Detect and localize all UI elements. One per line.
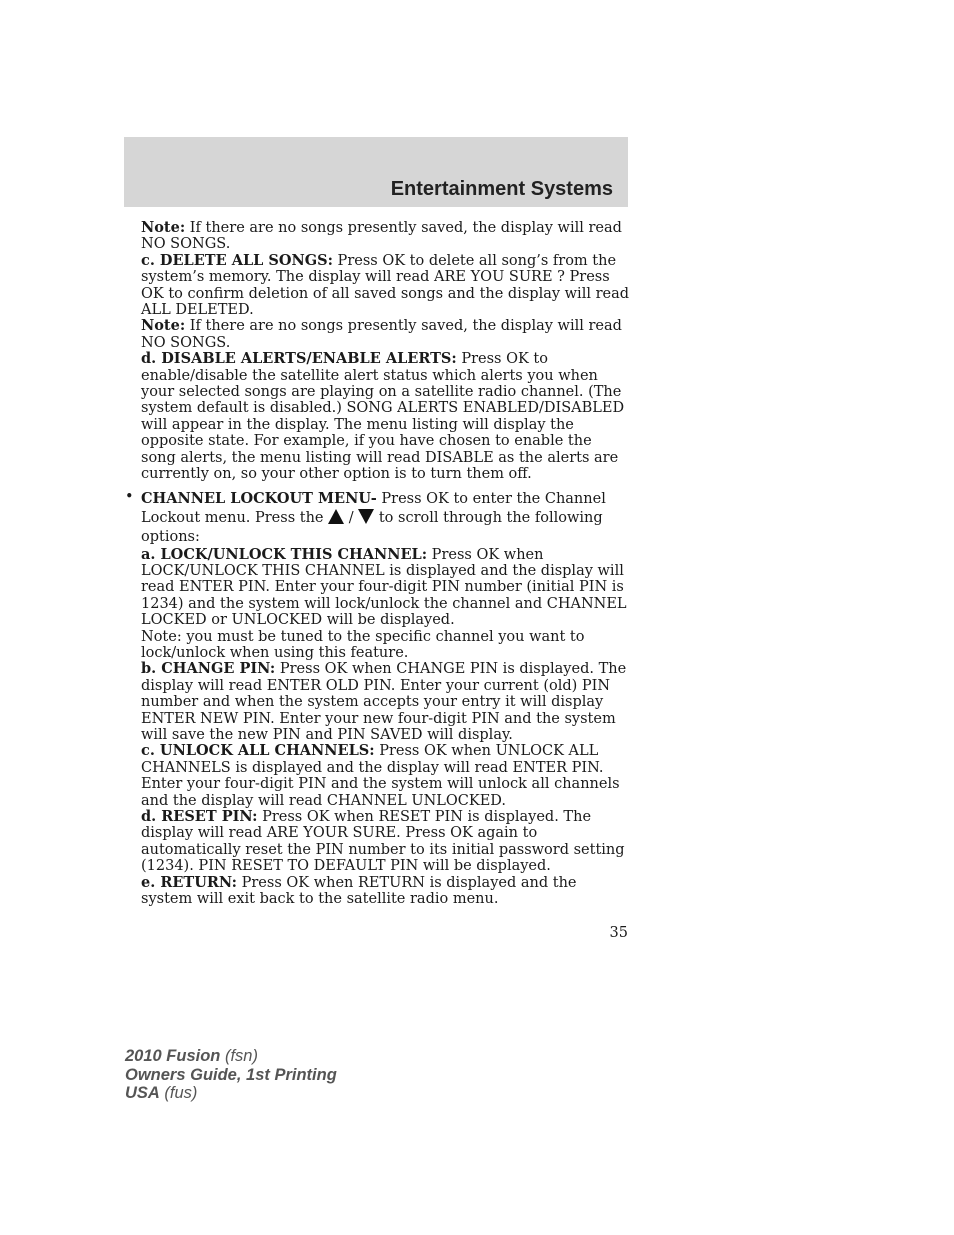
item-text: Press OK when LOCK/UNLOCK THIS CHANNEL is displayed and the display will read ENTER PIN. Enter your four-digit PIN number (initial PIN is 1234) and the system will lock/unlock the channel and CHANNEL LOCKED or UNLOCKED will be displayed.	[141, 546, 627, 629]
footer-bold: Owners Guide, 1st Printing	[125, 1065, 337, 1084]
footer-line	[125, 1047, 337, 1066]
footer-text: (fsn)	[220, 1047, 258, 1065]
paragraph-text: If there are no songs presently saved, the display will read NO SONGS.	[141, 318, 622, 351]
paragraph-label: Note:	[141, 219, 186, 236]
paragraph-label: Note:	[141, 317, 186, 335]
section-header	[124, 137, 628, 207]
delete-all-songs-paragraph	[141, 253, 631, 319]
bullet-intro	[141, 489, 631, 547]
note-paragraph	[141, 318, 631, 351]
arrow-separator: /	[344, 509, 359, 526]
footer-line	[125, 1066, 337, 1085]
section-title: Entertainment Systems	[390, 178, 613, 200]
item-text: Press OK when UNLOCK ALL CHANNELS is displayed and the display will read ENTER PIN. Enter your four-digit PIN and the system will unlock all channels and the display will read CHANNEL UNLOCKED.	[141, 743, 620, 809]
paragraph-label: d. DISABLE ALERTS/ENABLE ALERTS:	[141, 350, 457, 368]
item-text: Press OK when RETURN is displayed and the system will exit back to the satellite radio menu.	[141, 874, 577, 908]
lockout-item	[141, 743, 631, 809]
up-arrow-icon	[328, 509, 344, 524]
item-text: Press OK when CHANGE PIN is displayed. The display will read ENTER OLD PIN. Enter your current (old) PIN number and when the system accepts your entry it will display ENTER NEW PIN. Enter your new four-digit PIN and the system will save the new PIN and PIN SAVED will display.	[141, 661, 627, 743]
paragraph-text: Press OK to delete all song’s from the system’s memory. The display will read ARE YOU SURE ? Press OK to confirm deletion of all saved songs and the display will read ALL DELETED.	[141, 252, 630, 319]
lockout-item	[141, 875, 631, 908]
lockout-item	[141, 661, 631, 743]
down-arrow-icon	[358, 509, 374, 524]
item-label: d. RESET PIN:	[141, 808, 258, 825]
bullet-text: Press OK to enter the Channel	[376, 490, 606, 507]
channel-lockout-bullet	[125, 488, 631, 908]
lockout-item	[141, 547, 631, 629]
bullet-label: CHANNEL LOCKOUT MENU-	[141, 489, 377, 507]
item-text: Press OK when RESET PIN is displayed. The display will read ARE YOUR SURE. Press OK again to automatically reset the PIN number to its initial password setting (1234). PIN RESET TO DEFAULT PIN will be displayed.	[141, 809, 625, 875]
item-label: b. CHANGE PIN:	[141, 660, 276, 678]
note-paragraph	[141, 220, 631, 253]
lockout-note	[141, 629, 631, 662]
bullet-icon: •	[125, 488, 134, 505]
page-number: 35	[609, 925, 628, 941]
footer-text: (fus)	[159, 1084, 198, 1102]
item-label: e. RETURN:	[141, 873, 237, 891]
bullet-text: Lockout menu. Press the	[141, 509, 329, 526]
item-label: c. UNLOCK ALL CHANNELS:	[141, 742, 375, 760]
bullet-text: to scroll through the following options:	[141, 509, 603, 545]
footer	[125, 1047, 337, 1103]
item-label: a. LOCK/UNLOCK THIS CHANNEL:	[141, 545, 428, 563]
lockout-item	[141, 809, 631, 875]
page-content	[125, 219, 631, 908]
paragraph-text: Press OK to enable/disable the satellite alert status which alerts you when your selected songs are playing on a satellite radio channel. (The system default is disabled.) SONG ALERTS ENABLED/DISABLED will appear in the display. The menu listing will display the opposite state. For example, if you have chosen to enable the song alerts, the menu listing will read DISABLE as the alerts are currently on, so your other option is to turn them off.	[141, 351, 625, 483]
item-text: Note: you must be tuned to the specific channel you want to lock/unlock when using this feature.	[141, 628, 585, 661]
paragraph-label: c. DELETE ALL SONGS:	[141, 251, 333, 269]
footer-bold: 2010 Fusion	[125, 1047, 221, 1065]
alerts-paragraph	[141, 351, 631, 482]
footer-line	[125, 1084, 337, 1103]
footer-bold: USA	[125, 1084, 160, 1102]
paragraph-text: If there are no songs presently saved, the display will read NO SONGS.	[141, 220, 622, 253]
